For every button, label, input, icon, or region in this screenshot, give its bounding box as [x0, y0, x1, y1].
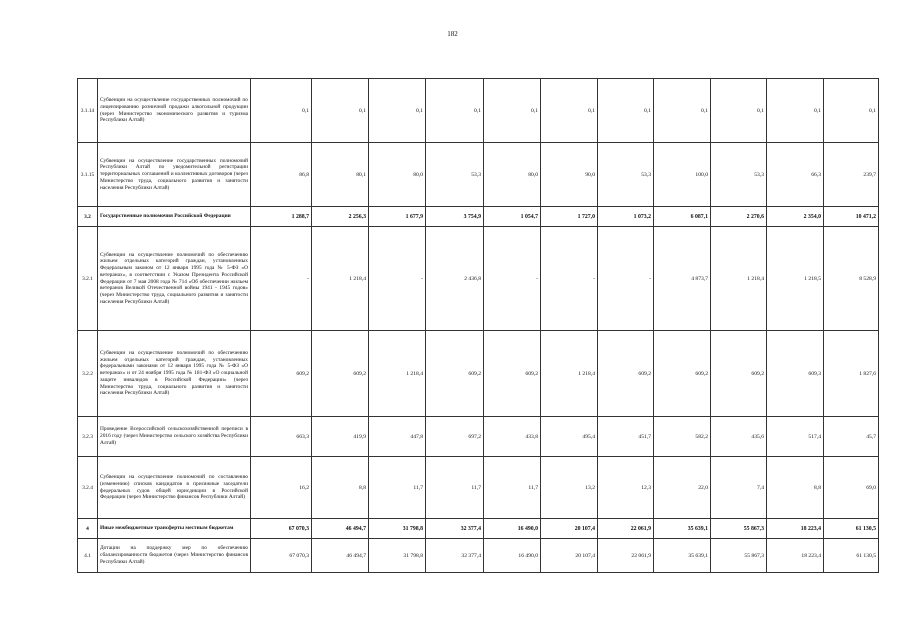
value-cell: 1 218,4 [369, 331, 426, 417]
row-description: Субвенции на осуществление государственных полномочий по лицензированию розничной продажи алкогольной продукции (через Министерство экономического развития и туризма Республики Алтай) [98, 79, 251, 143]
table-row [78, 519, 879, 539]
value-cell: 90,0 [541, 143, 598, 207]
value-cell: 0,1 [312, 79, 369, 143]
value-cell: 433,8 [484, 417, 541, 457]
value-cell: 1 073,2 [598, 207, 654, 227]
row-code: 3.2.2 [78, 331, 98, 417]
row-description: Проведение Всероссийской сельскохозяйственной переписи в 2016 году (через Министерство сельского хозяйства Республики Алтай) [98, 417, 251, 457]
value-cell: 100,0 [654, 143, 711, 207]
row-code: 3.2.4 [78, 457, 98, 519]
value-cell: 609,2 [598, 331, 654, 417]
row-code: 3.1.14 [78, 79, 98, 143]
value-cell: 4 873,7 [654, 227, 711, 331]
value-cell: 609,2 [484, 331, 541, 417]
table-row [78, 539, 879, 573]
value-cell: 609,2 [251, 331, 312, 417]
value-cell: 69,0 [824, 457, 879, 519]
value-cell: - [598, 227, 654, 331]
row-code: 3.1.15 [78, 143, 98, 207]
value-cell: 86,8 [251, 143, 312, 207]
value-cell: - [369, 227, 426, 331]
value-cell: 53,3 [426, 143, 484, 207]
value-cell: 517,4 [767, 417, 824, 457]
page-number: 182 [447, 30, 458, 38]
table-row [78, 331, 879, 417]
value-cell: 435,6 [711, 417, 767, 457]
value-cell: 8,8 [312, 457, 369, 519]
value-cell: 16 490,0 [484, 539, 541, 573]
value-cell: 1 218,4 [541, 331, 598, 417]
value-cell: 22 061,9 [598, 519, 654, 539]
value-cell: 55 867,3 [711, 519, 767, 539]
value-cell: 1 218,4 [312, 227, 369, 331]
table-row [78, 207, 879, 227]
table-body [78, 79, 879, 573]
row-description: Субвенции на осуществление полномочий по обеспечению жильем отдельных категорий граждан, установленных Федеральным законом от 12 января 1995 года № 5-ФЗ «О ветеранах», в соответствии с Указом Президента Российской Федерации от 7 мая 2008 года № 714 «Об обеспечении жильем ветеранов Великой Отечественной войны 1941 - 1945 годов» (через Министерство труда, социального развития и занятости населения Республики Алтай) [98, 227, 251, 331]
row-description: Субвенции на осуществление полномочий по составлению (изменению) списков кандидатов в присяжные заседатели федеральных судов общей юрисдикции в Российской Федерации (через Министерство финансов Республики Алтай) [98, 457, 251, 519]
row-code: 3.2 [78, 207, 98, 227]
row-description: Субвенции на осуществление полномочий по обеспечению жильем отдельных категорий граждан, установленных федеральными законами от 12 января 1995 года № 5-ФЗ «О ветеранах» и от 24 ноября 1995 года № 181-ФЗ «О социальной защите инвалидов в Российской Федерации» (через Министерство труда, социального развития и занятости населения Республики Алтай) [98, 331, 251, 417]
value-cell: 2 256,3 [312, 207, 369, 227]
value-cell: 12,3 [598, 457, 654, 519]
value-cell: 0,1 [654, 79, 711, 143]
value-cell: 6 087,1 [654, 207, 711, 227]
value-cell: 1 054,7 [484, 207, 541, 227]
value-cell: 11,7 [426, 457, 484, 519]
value-cell: 22 061,9 [598, 539, 654, 573]
value-cell: 11,7 [484, 457, 541, 519]
value-cell: 10 471,2 [824, 207, 879, 227]
value-cell: - [251, 227, 312, 331]
value-cell: 35 639,1 [654, 519, 711, 539]
value-cell: 1 727,0 [541, 207, 598, 227]
value-cell: 0,1 [767, 79, 824, 143]
value-cell: 0,1 [369, 79, 426, 143]
value-cell: 1 218,5 [767, 227, 824, 331]
value-cell: 2 270,6 [711, 207, 767, 227]
value-cell: 80,0 [369, 143, 426, 207]
row-description: Государственные полномочия Российской Федерации [98, 207, 251, 227]
value-cell: 32 377,4 [426, 539, 484, 573]
row-description: Дотации на поддержку мер по обеспечению сбалансированности бюджетов (через Министерство финансов Республики Алтай) [98, 539, 251, 573]
table-row [78, 417, 879, 457]
value-cell: 609,2 [312, 331, 369, 417]
value-cell: 20 107,4 [541, 539, 598, 573]
value-cell: 3 754,9 [426, 207, 484, 227]
value-cell: 8,8 [767, 457, 824, 519]
value-cell: 32 377,4 [426, 519, 484, 539]
value-cell: 0,1 [426, 79, 484, 143]
row-code: 4 [78, 519, 98, 539]
value-cell: 67 070,3 [251, 519, 312, 539]
value-cell: 0,1 [824, 79, 879, 143]
value-cell: 419,9 [312, 417, 369, 457]
row-code: 3.2.3 [78, 417, 98, 457]
value-cell: 16 490,0 [484, 519, 541, 539]
table-row [78, 227, 879, 331]
value-cell: 582,2 [654, 417, 711, 457]
value-cell: 0,1 [541, 79, 598, 143]
value-cell: 7,4 [711, 457, 767, 519]
row-code: 4.1 [78, 539, 98, 573]
value-cell: 31 798,8 [369, 519, 426, 539]
value-cell: 18 223,4 [767, 539, 824, 573]
table-row [78, 457, 879, 519]
value-cell: 697,2 [426, 417, 484, 457]
value-cell: 20 107,4 [541, 519, 598, 539]
row-description: Субвенции на осуществление государственных полномочий Республики Алтай по уведомительной регистрации территориальных соглашений и коллективных договоров (через Министерство труда, социального развития и занятости населения Республики Алтай) [98, 143, 251, 207]
value-cell: 609,3 [767, 331, 824, 417]
value-cell: 22,0 [654, 457, 711, 519]
value-cell: 46 494,7 [312, 519, 369, 539]
value-cell: - [541, 227, 598, 331]
value-cell: 2 436,8 [426, 227, 484, 331]
value-cell: 35 639,1 [654, 539, 711, 573]
value-cell: 61 130,5 [824, 539, 879, 573]
value-cell: 0,1 [598, 79, 654, 143]
budget-table [77, 78, 879, 573]
value-cell: 61 130,5 [824, 519, 879, 539]
value-cell: 80,0 [484, 143, 541, 207]
value-cell: 8 528,9 [824, 227, 879, 331]
value-cell: 16,2 [251, 457, 312, 519]
value-cell: 11,7 [369, 457, 426, 519]
value-cell: 0,1 [484, 79, 541, 143]
value-cell: 67 070,3 [251, 539, 312, 573]
value-cell: 609,2 [711, 331, 767, 417]
value-cell: 239,7 [824, 143, 879, 207]
value-cell: 2 354,0 [767, 207, 824, 227]
value-cell: 18 223,4 [767, 519, 824, 539]
value-cell: 53,3 [598, 143, 654, 207]
value-cell: 0,1 [711, 79, 767, 143]
value-cell: 80,1 [312, 143, 369, 207]
value-cell: 609,2 [654, 331, 711, 417]
table-row [78, 79, 879, 143]
value-cell: 451,7 [598, 417, 654, 457]
value-cell: 1 827,6 [824, 331, 879, 417]
value-cell: 1 218,4 [711, 227, 767, 331]
value-cell: 31 798,8 [369, 539, 426, 573]
value-cell: 55 867,3 [711, 539, 767, 573]
value-cell: 66,3 [767, 143, 824, 207]
value-cell: 45,7 [824, 417, 879, 457]
table-row [78, 143, 879, 207]
row-description: Иные межбюджетные трансферты местным бюджетам [98, 519, 251, 539]
value-cell: - [484, 227, 541, 331]
value-cell: 0,1 [251, 79, 312, 143]
value-cell: 1 288,7 [251, 207, 312, 227]
value-cell: 13,2 [541, 457, 598, 519]
value-cell: 46 494,7 [312, 539, 369, 573]
value-cell: 447,8 [369, 417, 426, 457]
value-cell: 609,2 [426, 331, 484, 417]
row-code: 3.2.1 [78, 227, 98, 331]
value-cell: 495,4 [541, 417, 598, 457]
value-cell: 53,3 [711, 143, 767, 207]
value-cell: 1 677,9 [369, 207, 426, 227]
value-cell: 663,3 [251, 417, 312, 457]
